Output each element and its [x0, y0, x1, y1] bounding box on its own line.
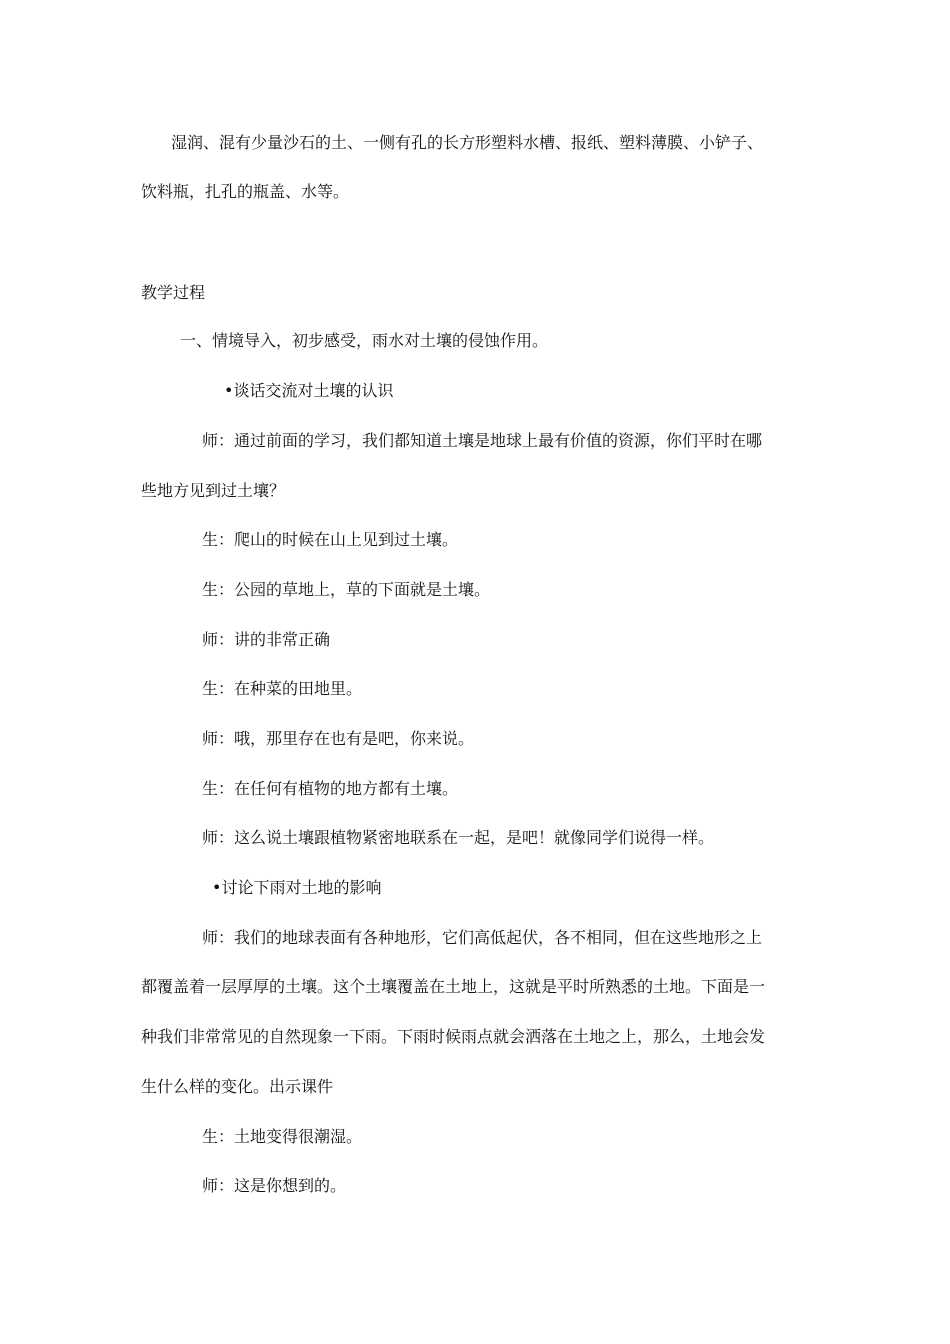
materials-line-1: 湿润、混有少量沙石的土、一侧有孔的长方形塑料水槽、报纸、塑料薄膜、小铲子、 — [171, 133, 764, 152]
paragraph-line: 种我们非常常见的自然现象一下雨。下雨时候雨点就会洒落在土地之上，那么，土地会发 — [141, 1027, 766, 1046]
dialogue-line: 师：通过前面的学习，我们都知道土壤是地球上最有价值的资源，你们平时在哪 — [202, 431, 763, 450]
dialogue-line: 生：公园的草地上，草的下面就是土壤。 — [202, 580, 491, 599]
paragraph-line: 师：我们的地球表面有各种地形，它们高低起伏，各不相同，但在这些地形之上 — [202, 928, 763, 947]
paragraph-line: 生什么样的变化。出示课件 — [141, 1077, 334, 1096]
bullet-heading-2: •讨论下雨对土地的影响 — [212, 878, 382, 897]
dialogue-line: 生：爬山的时候在山上见到过土壤。 — [202, 530, 459, 549]
dialogue-line: 生：在种菜的田地里。 — [202, 679, 363, 698]
dialogue-line-continued: 些地方见到过土壤？ — [141, 481, 286, 500]
dialogue-line: 师：哦，那里存在也有是吧，你来说。 — [202, 729, 475, 748]
section-title: 教学过程 — [141, 283, 206, 302]
dialogue-line: 师：讲的非常正确 — [202, 630, 331, 649]
step1-heading: 一、情境导入，初步感受，雨水对土壤的侵蚀作用。 — [180, 331, 549, 350]
paragraph-line: 都覆盖着一层厚厚的土壤。这个土壤覆盖在土地上，这就是平时所熟悉的土地。下面是一 — [141, 977, 766, 996]
dialogue-line: 生：在任何有植物的地方都有土壤。 — [202, 779, 459, 798]
dialogue-line: 师：这么说土壤跟植物紧密地联系在一起，是吧！就像同学们说得一样。 — [202, 828, 715, 847]
dialogue-line: 师：这是你想到的。 — [202, 1176, 347, 1195]
dialogue-line: 生：土地变得很潮湿。 — [202, 1127, 363, 1146]
bullet-heading-1: •谈话交流对土壤的认识 — [224, 381, 394, 400]
materials-line-2: 饮料瓶，扎孔的瓶盖、水等。 — [141, 182, 350, 201]
